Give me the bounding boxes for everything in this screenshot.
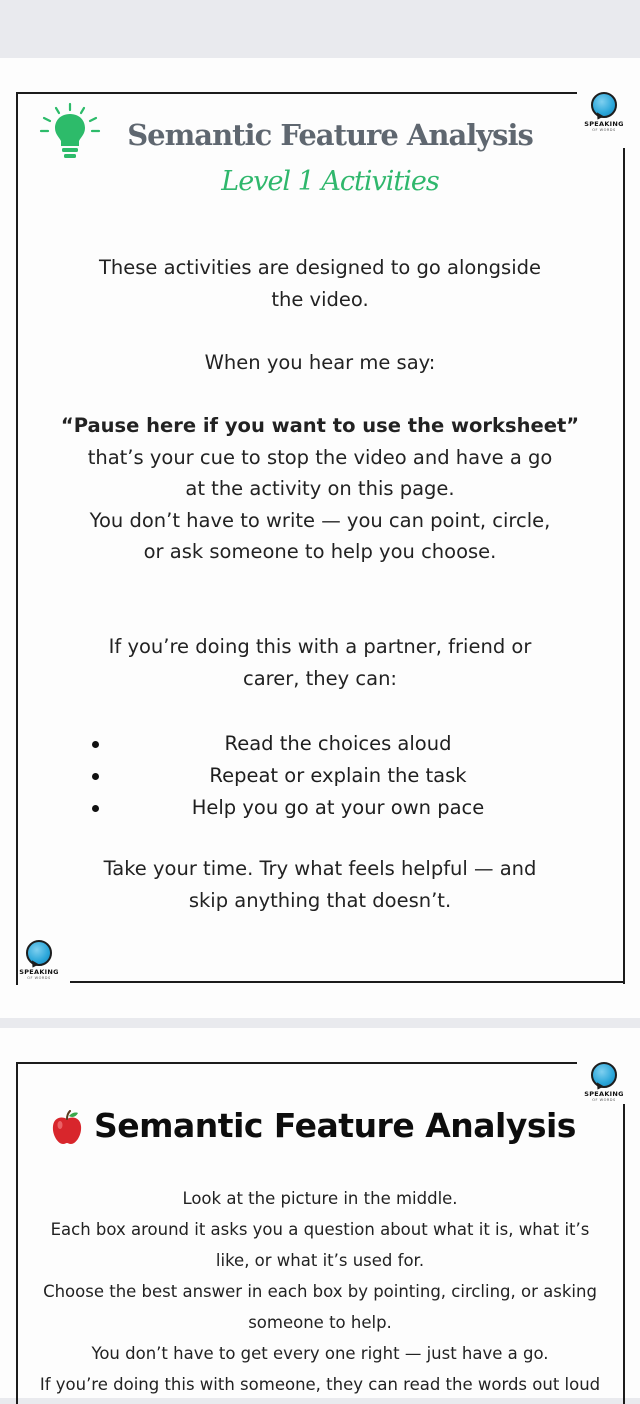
list-item (88, 728, 588, 760)
list-item (88, 760, 588, 792)
instruction-line: Choose the best answer in each box by pointing, circling, or asking (43, 1282, 597, 1301)
list-item-text: Help you go at your own pace (191, 796, 485, 819)
bullet-icon (92, 741, 99, 748)
page-title: Semantic Feature Analysis (94, 1106, 576, 1145)
cue-line: at the activity on this page. (185, 477, 455, 500)
instruction-line: someone to help. (248, 1313, 392, 1332)
speech-bubble-icon (591, 92, 617, 118)
speech-bubble-icon (26, 940, 52, 966)
cue-paragraph (40, 410, 600, 568)
speaking-of-words-logo-footer (14, 940, 64, 980)
instructions-paragraph (30, 1183, 610, 1400)
logo-brand: SPEAKING (584, 1090, 624, 1098)
closing-line: skip anything that doesn’t. (188, 888, 452, 912)
intro-paragraph (40, 252, 600, 315)
logo-brand: SPEAKING (584, 120, 624, 128)
logo-sub: OF WORDS (27, 976, 51, 980)
logo-sub: OF WORDS (592, 1098, 616, 1102)
worksheet-page-1 (0, 58, 640, 1018)
partner-line: carer, they can: (242, 666, 397, 690)
list-item-text: Repeat or explain the task (209, 764, 467, 787)
apple-icon (50, 1110, 84, 1146)
page-border-bottom (70, 981, 625, 983)
helper-list (88, 728, 588, 824)
list-item (88, 792, 588, 824)
page-title: Semantic Feature Analysis (127, 118, 533, 152)
intro-line: the video. (271, 287, 369, 311)
speech-bubble-icon (591, 1062, 617, 1088)
closing-paragraph (40, 853, 600, 916)
instruction-line: You don’t have to get every one right — just have a go. (91, 1344, 549, 1363)
pause-quote: “Pause here if you want to use the worksheet” (60, 414, 580, 437)
speaking-of-words-logo (579, 1062, 629, 1102)
partner-paragraph (40, 631, 600, 694)
instruction-line: Each box around it asks you a question about what it is, what it’s (50, 1220, 590, 1239)
page-heading (50, 1106, 590, 1150)
instruction-line: If you’re doing this with someone, they can read the words out loud (39, 1375, 601, 1394)
bullet-icon (92, 773, 99, 780)
when-line: When you hear me say: (204, 351, 436, 374)
speaking-of-words-logo (579, 92, 629, 132)
instruction-line: like, or what it’s used for. (215, 1251, 425, 1270)
instruction-line: Look at the picture in the middle. (182, 1189, 458, 1208)
page-border-right (623, 1104, 625, 1404)
closing-line: Take your time. Try what feels helpful — and (103, 857, 537, 880)
page-border-right (623, 148, 625, 984)
cue-line: or ask someone to help you choose. (143, 540, 497, 563)
cue-line: You don’t have to write — you can point, circle, (89, 508, 551, 532)
lightbulb-icon (38, 102, 102, 162)
bullet-icon (92, 805, 99, 812)
logo-brand: SPEAKING (19, 968, 59, 976)
cue-line: that’s your cue to stop the video and have a go (87, 445, 553, 469)
partner-line: If you’re doing this with a partner, friend or (108, 635, 532, 658)
page-subtitle: Level 1 Activities (221, 166, 439, 197)
intro-line: These activities are designed to go alongside (99, 256, 541, 279)
list-item-text: Read the choices aloud (224, 732, 452, 755)
worksheet-page-2 (0, 1028, 640, 1398)
logo-sub: OF WORDS (592, 128, 616, 132)
